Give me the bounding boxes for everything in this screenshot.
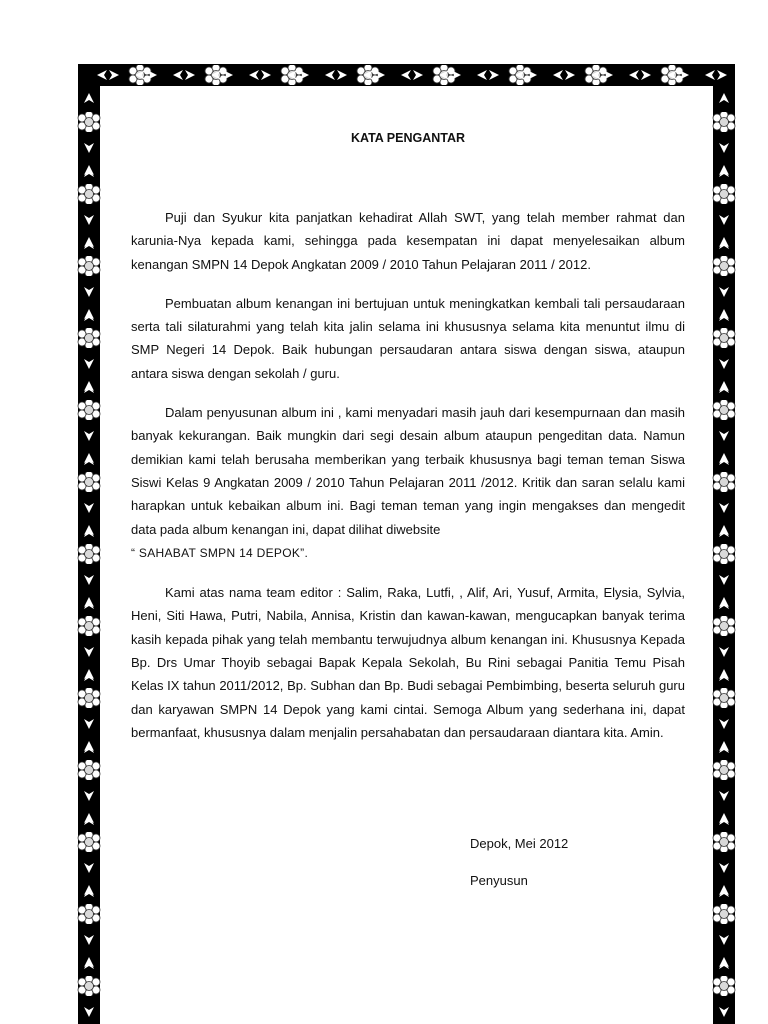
- arrow-ornament-icon: [718, 286, 730, 298]
- arrow-ornament-icon: [666, 69, 678, 81]
- arrow-ornament-icon: [718, 238, 730, 250]
- arrow-ornament-icon: [438, 69, 450, 81]
- arrow-ornament-icon: [718, 358, 730, 370]
- arrow-ornament-icon: [83, 646, 95, 658]
- flower-ornament-icon: [77, 544, 101, 564]
- arrow-ornament-icon: [514, 69, 526, 81]
- arrow-ornament-icon: [718, 790, 730, 802]
- arrow-ornament-icon: [602, 69, 614, 81]
- arrow-ornament-icon: [83, 886, 95, 898]
- arrow-ornament-icon: [83, 358, 95, 370]
- paragraph-4: Kami atas nama team editor : Salim, Raka, Lutfi, , Alif, Ari, Yusuf, Armita, Elysia, Sylvia, Heni, Siti Hawa, Putri, Nabila, Annisa, Kristin dan kawan-kawan, mengucapkan banyak terima kasih kepada pihak yang telah membantu terwujudnya album kenangan ini. Khususnya Kepada Bp. Drs Umar Thoyib sebagai Bapak Kepala Sekolah, Bu Rini sebagai Panitia Temu Pisah Kelas IX tahun 2011/2012, Bp. Subhan dan Bp. Budi sebagai Pembimbing, beserta seluruh guru dan karyawan SMPN 14 Depok yang kami cintai. Semoga Album yang sederhana ini, dapat bermanfaat, khususnya dalam menjalin persahabatan dan persaudaraan diantara kita. Amin.: [131, 585, 685, 740]
- arrow-ornament-icon: [718, 814, 730, 826]
- arrow-ornament-icon: [718, 430, 730, 442]
- arrow-ornament-icon: [718, 1006, 730, 1018]
- arrow-ornament-icon: [134, 69, 146, 81]
- arrow-ornament-icon: [108, 69, 120, 81]
- arrow-ornament-icon: [718, 502, 730, 514]
- flower-ornament-icon: [712, 832, 736, 852]
- flower-ornament-icon: [77, 904, 101, 924]
- flower-ornament-icon: [712, 904, 736, 924]
- flower-ornament-icon: [77, 112, 101, 132]
- flower-ornament-icon: [712, 400, 736, 420]
- arrow-ornament-icon: [450, 69, 462, 81]
- arrow-ornament-icon: [374, 69, 386, 81]
- flower-ornament-icon: [712, 760, 736, 780]
- document-title: KATA PENGANTAR: [350, 131, 466, 145]
- arrow-ornament-icon: [718, 166, 730, 178]
- paragraph-2: Pembuatan album kenangan ini bertujuan untuk meningkatkan kembali tali persaudaraan serta tali silaturahmi yang telah kita jalin selama ini khususnya selama kita menuntut ilmu di SMP Negeri 14 Depok. Baik hubungan persaudaran antara siswa dengan siswa, ataupun antara siswa dengan sekolah / guru.: [131, 295, 685, 381]
- arrow-ornament-icon: [83, 382, 95, 394]
- place-date: Depok, Mei 2012: [470, 836, 569, 851]
- arrow-ornament-icon: [718, 958, 730, 970]
- arrow-ornament-icon: [83, 92, 95, 104]
- arrow-ornament-icon: [83, 790, 95, 802]
- arrow-ornament-icon: [83, 454, 95, 466]
- arrow-ornament-icon: [718, 574, 730, 586]
- arrow-ornament-icon: [718, 142, 730, 154]
- flower-ornament-icon: [77, 328, 101, 348]
- website-name: “ SAHABAT SMPN 14 DEPOK”.: [131, 545, 309, 560]
- flower-ornament-icon: [712, 328, 736, 348]
- arrow-ornament-icon: [628, 69, 640, 81]
- arrow-ornament-icon: [716, 69, 728, 81]
- arrow-ornament-icon: [83, 574, 95, 586]
- arrow-ornament-icon: [83, 502, 95, 514]
- arrow-ornament-icon: [718, 934, 730, 946]
- paragraph-1: Puji dan Syukur kita panjatkan kehadirat Allah SWT, yang telah member rahmat dan karunia-Nya kepada kami, sehingga pada kesempatan ini dapat menyelesaikan album kenangan SMPN 14 Depok Angkatan 2009 / 2010 Tahun Pelajaran 2011 / 2012.: [131, 210, 685, 272]
- flower-ornament-icon: [77, 976, 101, 996]
- arrow-ornament-icon: [718, 646, 730, 658]
- arrow-ornament-icon: [96, 69, 108, 81]
- paragraph-3: [131, 401, 685, 565]
- arrow-ornament-icon: [83, 238, 95, 250]
- flower-ornament-icon: [77, 832, 101, 852]
- arrow-ornament-icon: [718, 310, 730, 322]
- arrow-ornament-icon: [83, 430, 95, 442]
- arrow-ornament-icon: [286, 69, 298, 81]
- arrow-ornament-icon: [83, 814, 95, 826]
- arrow-ornament-icon: [83, 142, 95, 154]
- arrow-ornament-icon: [718, 670, 730, 682]
- arrow-ornament-icon: [476, 69, 488, 81]
- flower-ornament-icon: [712, 688, 736, 708]
- arrow-ornament-icon: [412, 69, 424, 81]
- paragraph-3-text: Dalam penyusunan album ini , kami menyadari masih jauh dari kesempurnaan dan masih banyak kekurangan. Baik mungkin dari segi desain album ataupun pengeditan data. Namun demikian kami telah berusaha memberikan yang terbaik khususnya bagi teman teman Siswa Siswi Kelas 9 Angkatan 2009 / 2010 Tahun Pelajaran 2011 /2012. Kritik dan saran selalu kami harapkan untuk kebaikan album ini. Bagi teman teman yang ingin mengakses dan mengedit data pada album kenangan ini, dapat dilihat diwebsite: [131, 405, 685, 537]
- arrow-ornament-icon: [298, 69, 310, 81]
- flower-ornament-icon: [77, 760, 101, 780]
- arrow-ornament-icon: [83, 1006, 95, 1018]
- arrow-ornament-icon: [718, 862, 730, 874]
- arrow-ornament-icon: [222, 69, 234, 81]
- flower-ornament-icon: [712, 112, 736, 132]
- arrow-ornament-icon: [83, 862, 95, 874]
- arrow-ornament-icon: [324, 69, 336, 81]
- arrow-ornament-icon: [83, 166, 95, 178]
- arrow-ornament-icon: [718, 886, 730, 898]
- arrow-ornament-icon: [83, 934, 95, 946]
- arrow-ornament-icon: [260, 69, 272, 81]
- arrow-ornament-icon: [83, 742, 95, 754]
- arrow-ornament-icon: [718, 214, 730, 226]
- arrow-ornament-icon: [83, 310, 95, 322]
- arrow-ornament-icon: [526, 69, 538, 81]
- arrow-ornament-icon: [146, 69, 158, 81]
- flower-ornament-icon: [712, 616, 736, 636]
- arrow-ornament-icon: [718, 598, 730, 610]
- arrow-ornament-icon: [83, 670, 95, 682]
- arrow-ornament-icon: [83, 286, 95, 298]
- arrow-ornament-icon: [590, 69, 602, 81]
- flower-ornament-icon: [712, 544, 736, 564]
- arrow-ornament-icon: [83, 598, 95, 610]
- flower-ornament-icon: [77, 616, 101, 636]
- flower-ornament-icon: [712, 472, 736, 492]
- flower-ornament-icon: [712, 184, 736, 204]
- arrow-ornament-icon: [400, 69, 412, 81]
- arrow-ornament-icon: [718, 454, 730, 466]
- arrow-ornament-icon: [248, 69, 260, 81]
- arrow-ornament-icon: [210, 69, 222, 81]
- arrow-ornament-icon: [83, 718, 95, 730]
- arrow-ornament-icon: [336, 69, 348, 81]
- arrow-ornament-icon: [83, 214, 95, 226]
- arrow-ornament-icon: [488, 69, 500, 81]
- arrow-ornament-icon: [718, 92, 730, 104]
- flower-ornament-icon: [712, 256, 736, 276]
- flower-ornament-icon: [77, 688, 101, 708]
- arrow-ornament-icon: [564, 69, 576, 81]
- arrow-ornament-icon: [362, 69, 374, 81]
- arrow-ornament-icon: [704, 69, 716, 81]
- flower-ornament-icon: [77, 400, 101, 420]
- arrow-ornament-icon: [718, 742, 730, 754]
- flower-ornament-icon: [77, 472, 101, 492]
- signature-label: Penyusun: [470, 873, 528, 888]
- arrow-ornament-icon: [83, 958, 95, 970]
- arrow-ornament-icon: [718, 526, 730, 538]
- arrow-ornament-icon: [718, 382, 730, 394]
- arrow-ornament-icon: [172, 69, 184, 81]
- arrow-ornament-icon: [678, 69, 690, 81]
- arrow-ornament-icon: [83, 526, 95, 538]
- arrow-ornament-icon: [718, 718, 730, 730]
- arrow-ornament-icon: [184, 69, 196, 81]
- arrow-ornament-icon: [552, 69, 564, 81]
- flower-ornament-icon: [712, 976, 736, 996]
- flower-ornament-icon: [77, 184, 101, 204]
- document-body: [131, 128, 685, 760]
- arrow-ornament-icon: [640, 69, 652, 81]
- flower-ornament-icon: [77, 256, 101, 276]
